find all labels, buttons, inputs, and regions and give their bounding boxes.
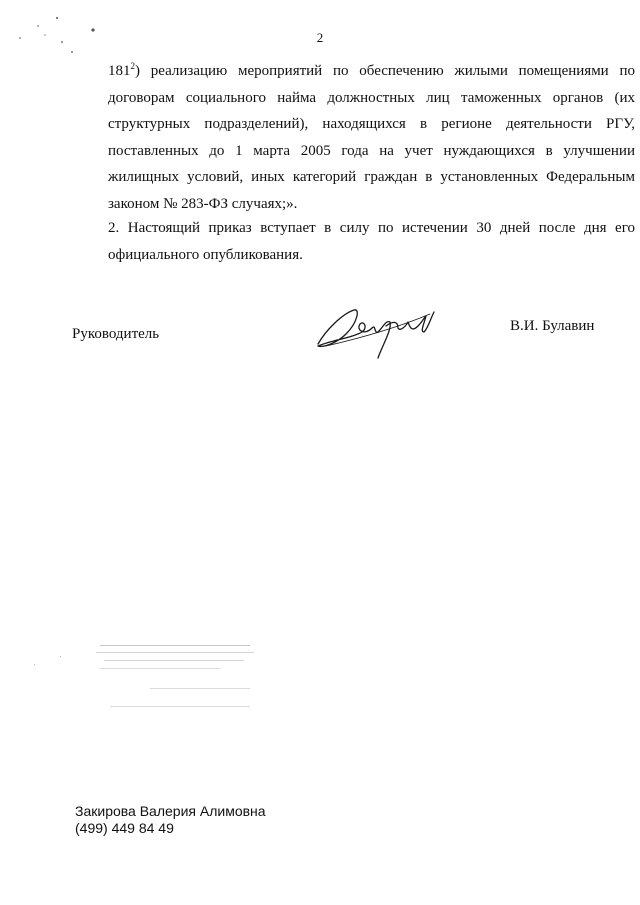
executor-name: Закирова Валерия Алимовна xyxy=(75,803,266,819)
item-text: реализацию мероприятий по обеспечению жилыми помещениями по договорам социального найма должностных лиц таможенных органов (их структурных подразделений), находящихся в регионе деятельности РГУ, поставленных до 1 марта 2005 года на учет нуждающихся в улучшении жилищных условий, иных категорий граждан в установленных Федеральным законом № 283-ФЗ случаях;». xyxy=(108,63,635,212)
handwritten-signature xyxy=(312,300,442,360)
item-181-2-paragraph xyxy=(72,58,635,218)
executor-block xyxy=(75,803,266,837)
page-number: 2 xyxy=(316,30,324,45)
signer-title: Руководитель xyxy=(72,326,160,342)
item-paren: ) xyxy=(135,63,140,79)
clause-2-paragraph: 2. Настоящий приказ вступает в силу по истечении 30 дней после дня его официального опубликования. xyxy=(108,220,635,263)
item-superscript: 2 xyxy=(130,61,135,71)
item-number: 181 xyxy=(108,63,131,79)
executor-phone: (499) 449 84 49 xyxy=(75,820,174,836)
signer-name: В.И. Булавин xyxy=(510,318,595,334)
